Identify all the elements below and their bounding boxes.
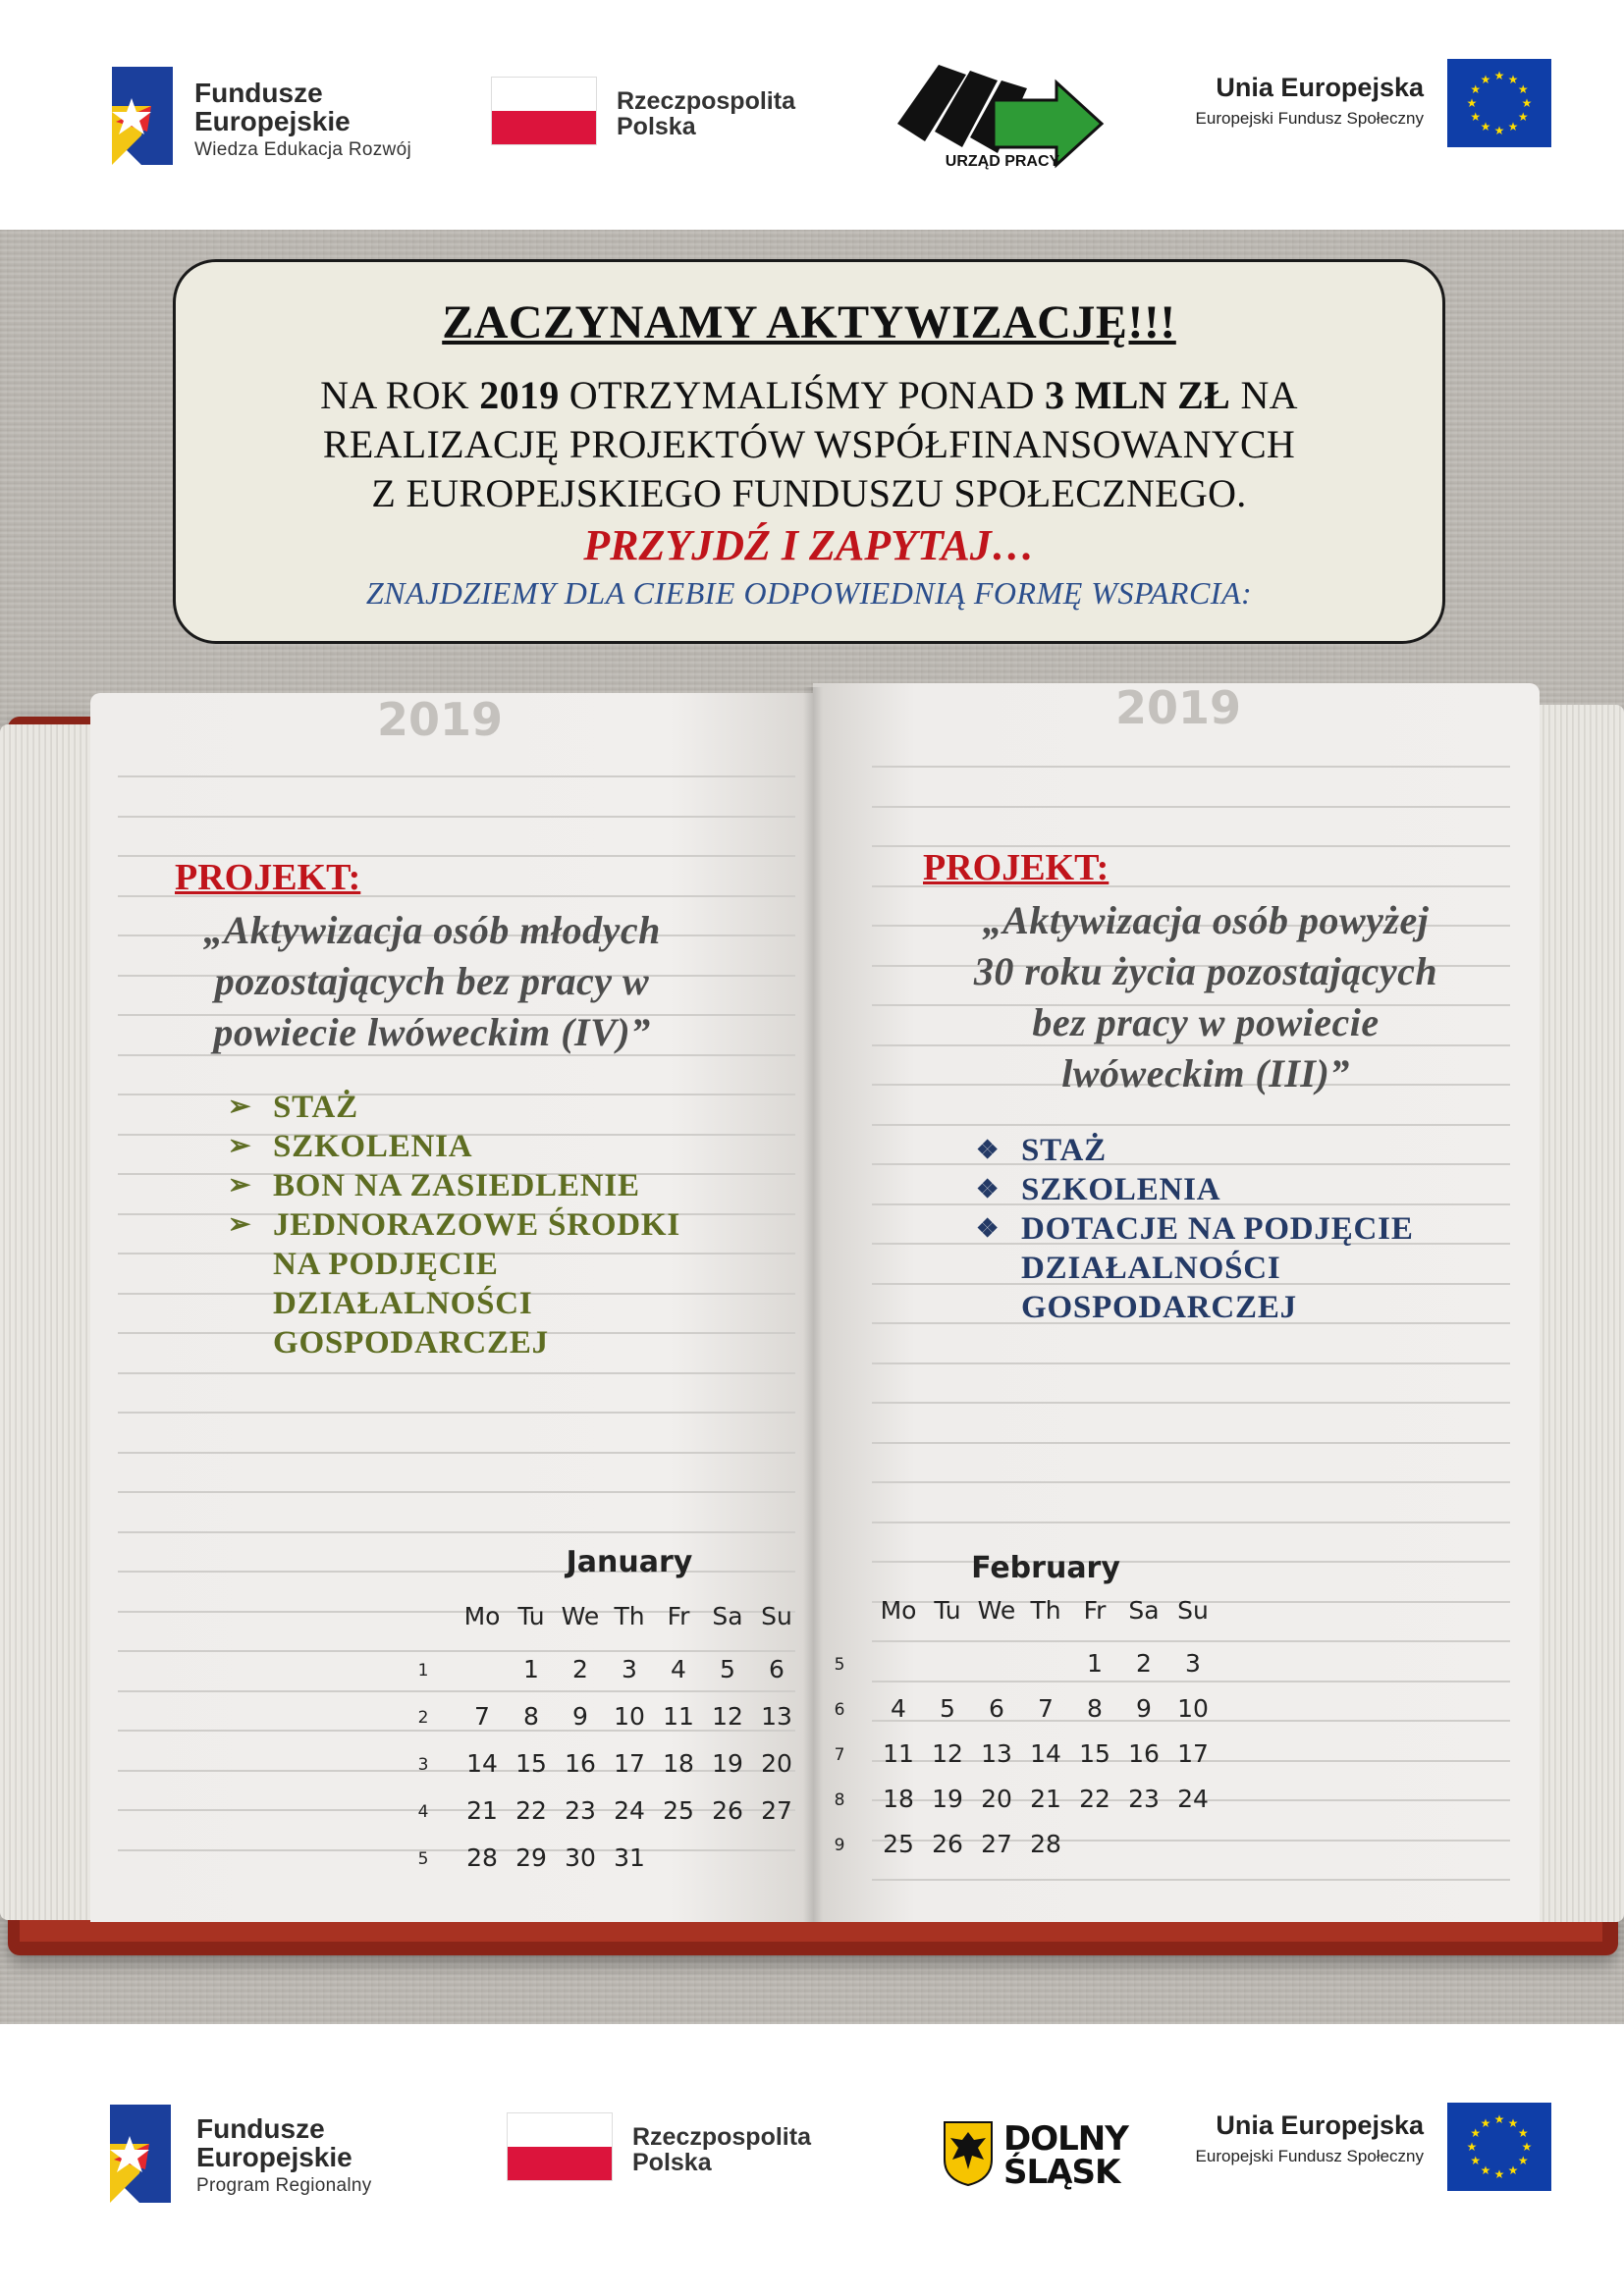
calendar-week-number: 3 xyxy=(417,1755,429,1775)
list-item-text: DZIAŁALNOŚCI xyxy=(273,1286,533,1321)
eu-star-icon: ★ xyxy=(1493,2167,1505,2181)
ruled-line xyxy=(118,1491,795,1493)
polish-flag-icon xyxy=(491,77,597,145)
announcement-line-3: Z EUROPEJSKIEGO FUNDUSZU SPOŁECZNEGO. xyxy=(371,471,1247,515)
calendar-day-header: Th xyxy=(614,1602,645,1630)
fe-logo-title-1: Fundusze xyxy=(194,78,323,108)
list-item-continued xyxy=(976,1288,1414,1327)
calendar-day: 16 xyxy=(565,1749,596,1778)
calendar-day: 23 xyxy=(565,1796,596,1825)
rp-footer-line-2: Polska xyxy=(632,2149,712,2177)
calendar-day: 8 xyxy=(1087,1694,1103,1723)
calendar-day-header: Mo xyxy=(880,1596,917,1625)
calendar-day: 13 xyxy=(981,1739,1012,1768)
eu-star-icon: ★ xyxy=(1517,2154,1529,2167)
ruled-line xyxy=(872,1362,1510,1364)
ue-logo-subtitle: Europejski Fundusz Społeczny xyxy=(1195,109,1424,128)
dolny-slask-line-1: DOLNY xyxy=(1003,2119,1128,2159)
calendar-day: 15 xyxy=(1079,1739,1110,1768)
list-item xyxy=(976,1209,1414,1249)
calendar-day: 22 xyxy=(515,1796,547,1825)
eu-star-icon: ★ xyxy=(1521,96,1533,110)
announcement-headline: ZACZYNAMY AKTYWIZACJĘ!!! xyxy=(442,296,1176,348)
left-project-title xyxy=(147,905,717,1058)
calendar-day: 4 xyxy=(671,1655,686,1683)
line1-pre: NA ROK xyxy=(320,373,480,417)
fe-logo-title-2: Europejskie xyxy=(194,106,351,137)
calendar-day: 12 xyxy=(712,1702,743,1731)
ue-logo-text xyxy=(1149,73,1424,129)
fundusze-europejskie-logo-icon xyxy=(112,67,173,165)
eu-star-icon: ★ xyxy=(1493,2112,1505,2126)
calendar-day: 6 xyxy=(989,1694,1004,1723)
list-item-text: DOTACJE NA PODJĘCIE xyxy=(1021,1211,1414,1247)
calendar-day: 28 xyxy=(1030,1830,1061,1858)
ruled-line xyxy=(872,1402,1510,1404)
fe-footer-subtitle: Program Regionalny xyxy=(196,2174,372,2196)
left-title-line: „Aktywizacja osób młodych xyxy=(203,908,661,952)
calendar-day: 21 xyxy=(1030,1785,1061,1813)
eu-star-icon: ★ xyxy=(1507,2115,1519,2130)
fe-logo-text xyxy=(194,79,411,160)
ruled-line xyxy=(872,1124,1510,1126)
calendar-day: 6 xyxy=(769,1655,785,1683)
ruled-line xyxy=(872,1481,1510,1483)
calendar-day: 24 xyxy=(1177,1785,1209,1813)
left-title-line: pozostających bez pracy w xyxy=(214,959,650,1003)
ruled-line xyxy=(118,1531,795,1533)
calendar-day: 20 xyxy=(761,1749,792,1778)
calendar-day: 5 xyxy=(940,1694,955,1723)
line1-amount: 3 MLN ZŁ xyxy=(1045,373,1231,417)
list-item-text: DZIAŁALNOŚCI xyxy=(1021,1251,1281,1286)
list-item xyxy=(228,1205,680,1245)
calendar-day-header: Tu xyxy=(517,1602,545,1630)
urzad-pracy-label: URZĄD PRACY xyxy=(945,153,1060,170)
list-item xyxy=(976,1131,1414,1170)
right-page-year: 2019 xyxy=(1115,681,1242,734)
arrow-bullet-icon: ➢ xyxy=(228,1131,252,1161)
calendar-day-header: Fr xyxy=(1083,1596,1107,1625)
calendar-day: 31 xyxy=(614,1843,645,1872)
calendar-day: 14 xyxy=(466,1749,498,1778)
calendar-day-header: We xyxy=(977,1596,1016,1625)
eu-star-icon: ★ xyxy=(1470,2154,1482,2167)
calendar-day: 10 xyxy=(614,1702,645,1731)
calendar-day: 14 xyxy=(1030,1739,1061,1768)
eu-star-icon: ★ xyxy=(1470,2126,1482,2140)
eu-star-icon: ★ xyxy=(1480,2163,1491,2178)
calendar-day: 18 xyxy=(663,1749,694,1778)
calendar-day: 23 xyxy=(1128,1785,1160,1813)
calendar-day: 28 xyxy=(466,1843,498,1872)
fe-logo-subtitle: Wiedza Edukacja Rozwój xyxy=(194,138,411,160)
left-project-label: PROJEKT: xyxy=(175,857,361,898)
ruled-line xyxy=(872,1522,1510,1523)
calendar-week-number: 9 xyxy=(834,1836,845,1855)
eu-star-icon: ★ xyxy=(1466,96,1478,110)
ue-footer-logo-text xyxy=(1149,2110,1424,2166)
eu-star-icon: ★ xyxy=(1480,72,1491,86)
list-item-continued xyxy=(976,1249,1414,1288)
arrow-bullet-icon: ➢ xyxy=(228,1170,252,1201)
eu-star-icon: ★ xyxy=(1493,69,1505,82)
calendar-day: 11 xyxy=(663,1702,694,1731)
list-item-text: STAŻ xyxy=(273,1090,358,1125)
rp-logo-line-1: Rzeczpospolita xyxy=(617,87,795,115)
calendar-day: 1 xyxy=(523,1655,539,1683)
fundusze-europejskie-logo-icon xyxy=(110,2105,171,2203)
calendar-week-number: 5 xyxy=(834,1655,845,1675)
diamond-bullet-icon: ❖ xyxy=(976,1214,1001,1243)
list-item-text: JEDNORAZOWE ŚRODKI xyxy=(273,1207,681,1243)
announcement-support: ZNAJDZIEMY DLA CIEBIE ODPOWIEDNIĄ FORMĘ WSPARCIA: xyxy=(365,575,1253,611)
calendar-day: 4 xyxy=(891,1694,906,1723)
calendar-day: 8 xyxy=(523,1702,539,1731)
ruled-line xyxy=(118,1412,795,1414)
ue-footer-subtitle: Europejski Fundusz Społeczny xyxy=(1195,2147,1424,2165)
line1-post: NA xyxy=(1230,373,1298,417)
calendar-week-number: 4 xyxy=(417,1802,429,1822)
fe-footer-title-1: Fundusze xyxy=(196,2113,325,2144)
calendar-day: 21 xyxy=(466,1796,498,1825)
eu-star-icon: ★ xyxy=(1480,120,1491,134)
calendar-day: 25 xyxy=(883,1830,914,1858)
ue-footer-title: Unia Europejska xyxy=(1216,2110,1424,2140)
calendar-day: 22 xyxy=(1079,1785,1110,1813)
calendar-day: 2 xyxy=(572,1655,588,1683)
right-title-line: lwóweckim (III)” xyxy=(1061,1051,1350,1095)
calendar-day: 15 xyxy=(515,1749,547,1778)
ruled-line xyxy=(118,775,795,777)
announcement-line-1 xyxy=(176,371,1442,420)
calendar-week-number: 1 xyxy=(417,1661,429,1681)
eu-star-icon: ★ xyxy=(1480,2115,1491,2130)
calendar-day-header: Su xyxy=(761,1602,792,1630)
calendar-day: 5 xyxy=(720,1655,735,1683)
list-item-text: GOSPODARCZEJ xyxy=(1021,1290,1297,1325)
list-item-text: GOSPODARCZEJ xyxy=(273,1325,549,1361)
calendar-day-header: Mo xyxy=(463,1602,501,1630)
ruled-line xyxy=(872,1442,1510,1444)
calendar-day: 7 xyxy=(474,1702,490,1731)
list-item xyxy=(228,1166,680,1205)
diamond-bullet-icon: ❖ xyxy=(976,1175,1001,1203)
list-item-text: STAŻ xyxy=(1021,1133,1107,1168)
calendar-week-number: 7 xyxy=(834,1745,845,1765)
list-item xyxy=(228,1088,680,1127)
list-item xyxy=(976,1170,1414,1209)
calendar-day: 19 xyxy=(932,1785,963,1813)
rp-footer-logo-text xyxy=(632,2124,811,2176)
calendar-day-header: We xyxy=(561,1602,600,1630)
february-calendar xyxy=(835,1551,1227,1885)
right-project-label: PROJEKT: xyxy=(923,847,1110,888)
left-support-list xyxy=(228,1088,680,1362)
eu-star-icon: ★ xyxy=(1470,82,1482,96)
eu-star-icon: ★ xyxy=(1517,2126,1529,2140)
eu-star-icon: ★ xyxy=(1507,2163,1519,2178)
calendar-day: 16 xyxy=(1128,1739,1160,1768)
book-gutter xyxy=(803,687,823,1922)
calendar-month-title: February xyxy=(971,1551,1120,1585)
calendar-day: 12 xyxy=(932,1739,963,1768)
left-title-line: powiecie lwóweckim (IV)” xyxy=(213,1010,651,1054)
calendar-day-header: Sa xyxy=(712,1602,743,1630)
calendar-day: 1 xyxy=(1087,1649,1103,1678)
ruled-line xyxy=(118,816,795,818)
list-item-continued xyxy=(228,1323,680,1362)
calendar-day: 18 xyxy=(883,1785,914,1813)
calendar-day: 26 xyxy=(712,1796,743,1825)
calendar-day: 17 xyxy=(614,1749,645,1778)
calendar-day: 9 xyxy=(572,1702,588,1731)
eu-star-icon: ★ xyxy=(1521,2140,1533,2154)
calendar-day: 13 xyxy=(761,1702,792,1731)
calendar-week-number: 2 xyxy=(417,1708,429,1728)
calendar-day: 17 xyxy=(1177,1739,1209,1768)
fe-footer-title-2: Europejskie xyxy=(196,2142,352,2173)
right-support-list xyxy=(976,1131,1414,1327)
rp-logo-text xyxy=(617,88,795,140)
eu-star-icon: ★ xyxy=(1507,72,1519,86)
line1-mid: OTRZYMALIŚMY PONAD xyxy=(559,373,1046,417)
january-calendar xyxy=(393,1545,792,1879)
line1-year: 2019 xyxy=(479,373,560,417)
footer-logo-bar xyxy=(0,2061,1624,2296)
right-title-line: „Aktywizacja osób powyżej xyxy=(982,898,1430,942)
eu-star-icon: ★ xyxy=(1466,2140,1478,2154)
dolny-slask-text xyxy=(1003,2119,1128,2192)
calendar-day-header: Tu xyxy=(934,1596,961,1625)
calendar-day: 11 xyxy=(883,1739,914,1768)
calendar-day: 19 xyxy=(712,1749,743,1778)
arrow-bullet-icon: ➢ xyxy=(228,1209,252,1240)
calendar-day: 9 xyxy=(1136,1694,1152,1723)
calendar-day: 26 xyxy=(932,1830,963,1858)
eu-flag-icon xyxy=(1447,59,1551,147)
rp-footer-line-1: Rzeczpospolita xyxy=(632,2123,811,2151)
list-item xyxy=(228,1127,680,1166)
eu-flag-icon xyxy=(1447,2103,1551,2191)
calendar-week-number: 8 xyxy=(834,1790,845,1810)
announcement-box xyxy=(173,259,1445,644)
calendar-day: 27 xyxy=(761,1796,792,1825)
dolny-slask-eagle-icon xyxy=(943,2120,994,2187)
eu-star-icon: ★ xyxy=(1517,82,1529,96)
list-item-text: SZKOLENIA xyxy=(1021,1172,1221,1207)
list-item-text: BON NA ZASIEDLENIE xyxy=(273,1168,640,1203)
calendar-day-header: Fr xyxy=(667,1602,690,1630)
eu-star-icon: ★ xyxy=(1493,124,1505,137)
right-title-line: 30 roku życia pozostających xyxy=(973,949,1438,993)
calendar-day: 20 xyxy=(981,1785,1012,1813)
list-item-continued xyxy=(228,1284,680,1323)
announcement-cta: PRZYJDŹ I ZAPYTAJ… xyxy=(583,521,1035,569)
list-item-text: NA PODJĘCIE xyxy=(273,1247,499,1282)
eu-star-icon: ★ xyxy=(1470,110,1482,124)
right-project-title xyxy=(901,895,1510,1099)
eu-star-icon: ★ xyxy=(1507,120,1519,134)
right-title-line: bez pracy w powiecie xyxy=(1032,1000,1380,1044)
calendar-day: 7 xyxy=(1038,1694,1054,1723)
calendar-month-title: January xyxy=(566,1545,693,1579)
eu-star-icon: ★ xyxy=(1517,110,1529,124)
ruled-line xyxy=(872,766,1510,768)
calendar-day: 29 xyxy=(515,1843,547,1872)
calendar-day: 30 xyxy=(565,1843,596,1872)
calendar-day: 2 xyxy=(1136,1649,1152,1678)
calendar-week-number: 5 xyxy=(417,1849,429,1869)
polish-flag-icon xyxy=(507,2112,613,2181)
list-item-text: SZKOLENIA xyxy=(273,1129,473,1164)
header-logo-bar xyxy=(0,0,1624,230)
ruled-line xyxy=(872,806,1510,808)
list-item-continued xyxy=(228,1245,680,1284)
arrow-bullet-icon: ➢ xyxy=(228,1092,252,1122)
calendar-day-header: Sa xyxy=(1128,1596,1160,1625)
ruled-line xyxy=(118,1452,795,1454)
announcement-line-2: REALIZACJĘ PROJEKTÓW WSPÓŁFINANSOWANYCH xyxy=(322,422,1296,466)
calendar-week-number: 6 xyxy=(834,1700,845,1720)
calendar-day-header: Su xyxy=(1177,1596,1209,1625)
ruled-line xyxy=(118,1372,795,1374)
diamond-bullet-icon: ❖ xyxy=(976,1136,1001,1164)
rp-logo-line-2: Polska xyxy=(617,113,696,141)
calendar-day: 27 xyxy=(981,1830,1012,1858)
calendar-day: 10 xyxy=(1177,1694,1209,1723)
calendar-day-header: Th xyxy=(1030,1596,1061,1625)
fe-footer-logo-text xyxy=(196,2114,372,2196)
left-page-year: 2019 xyxy=(377,693,504,746)
dolny-slask-line-2: ŚLĄSK xyxy=(1003,2153,1120,2192)
ue-logo-title: Unia Europejska xyxy=(1216,73,1424,102)
calendar-day: 3 xyxy=(622,1655,637,1683)
calendar-day: 24 xyxy=(614,1796,645,1825)
calendar-day: 25 xyxy=(663,1796,694,1825)
calendar-day: 3 xyxy=(1185,1649,1201,1678)
